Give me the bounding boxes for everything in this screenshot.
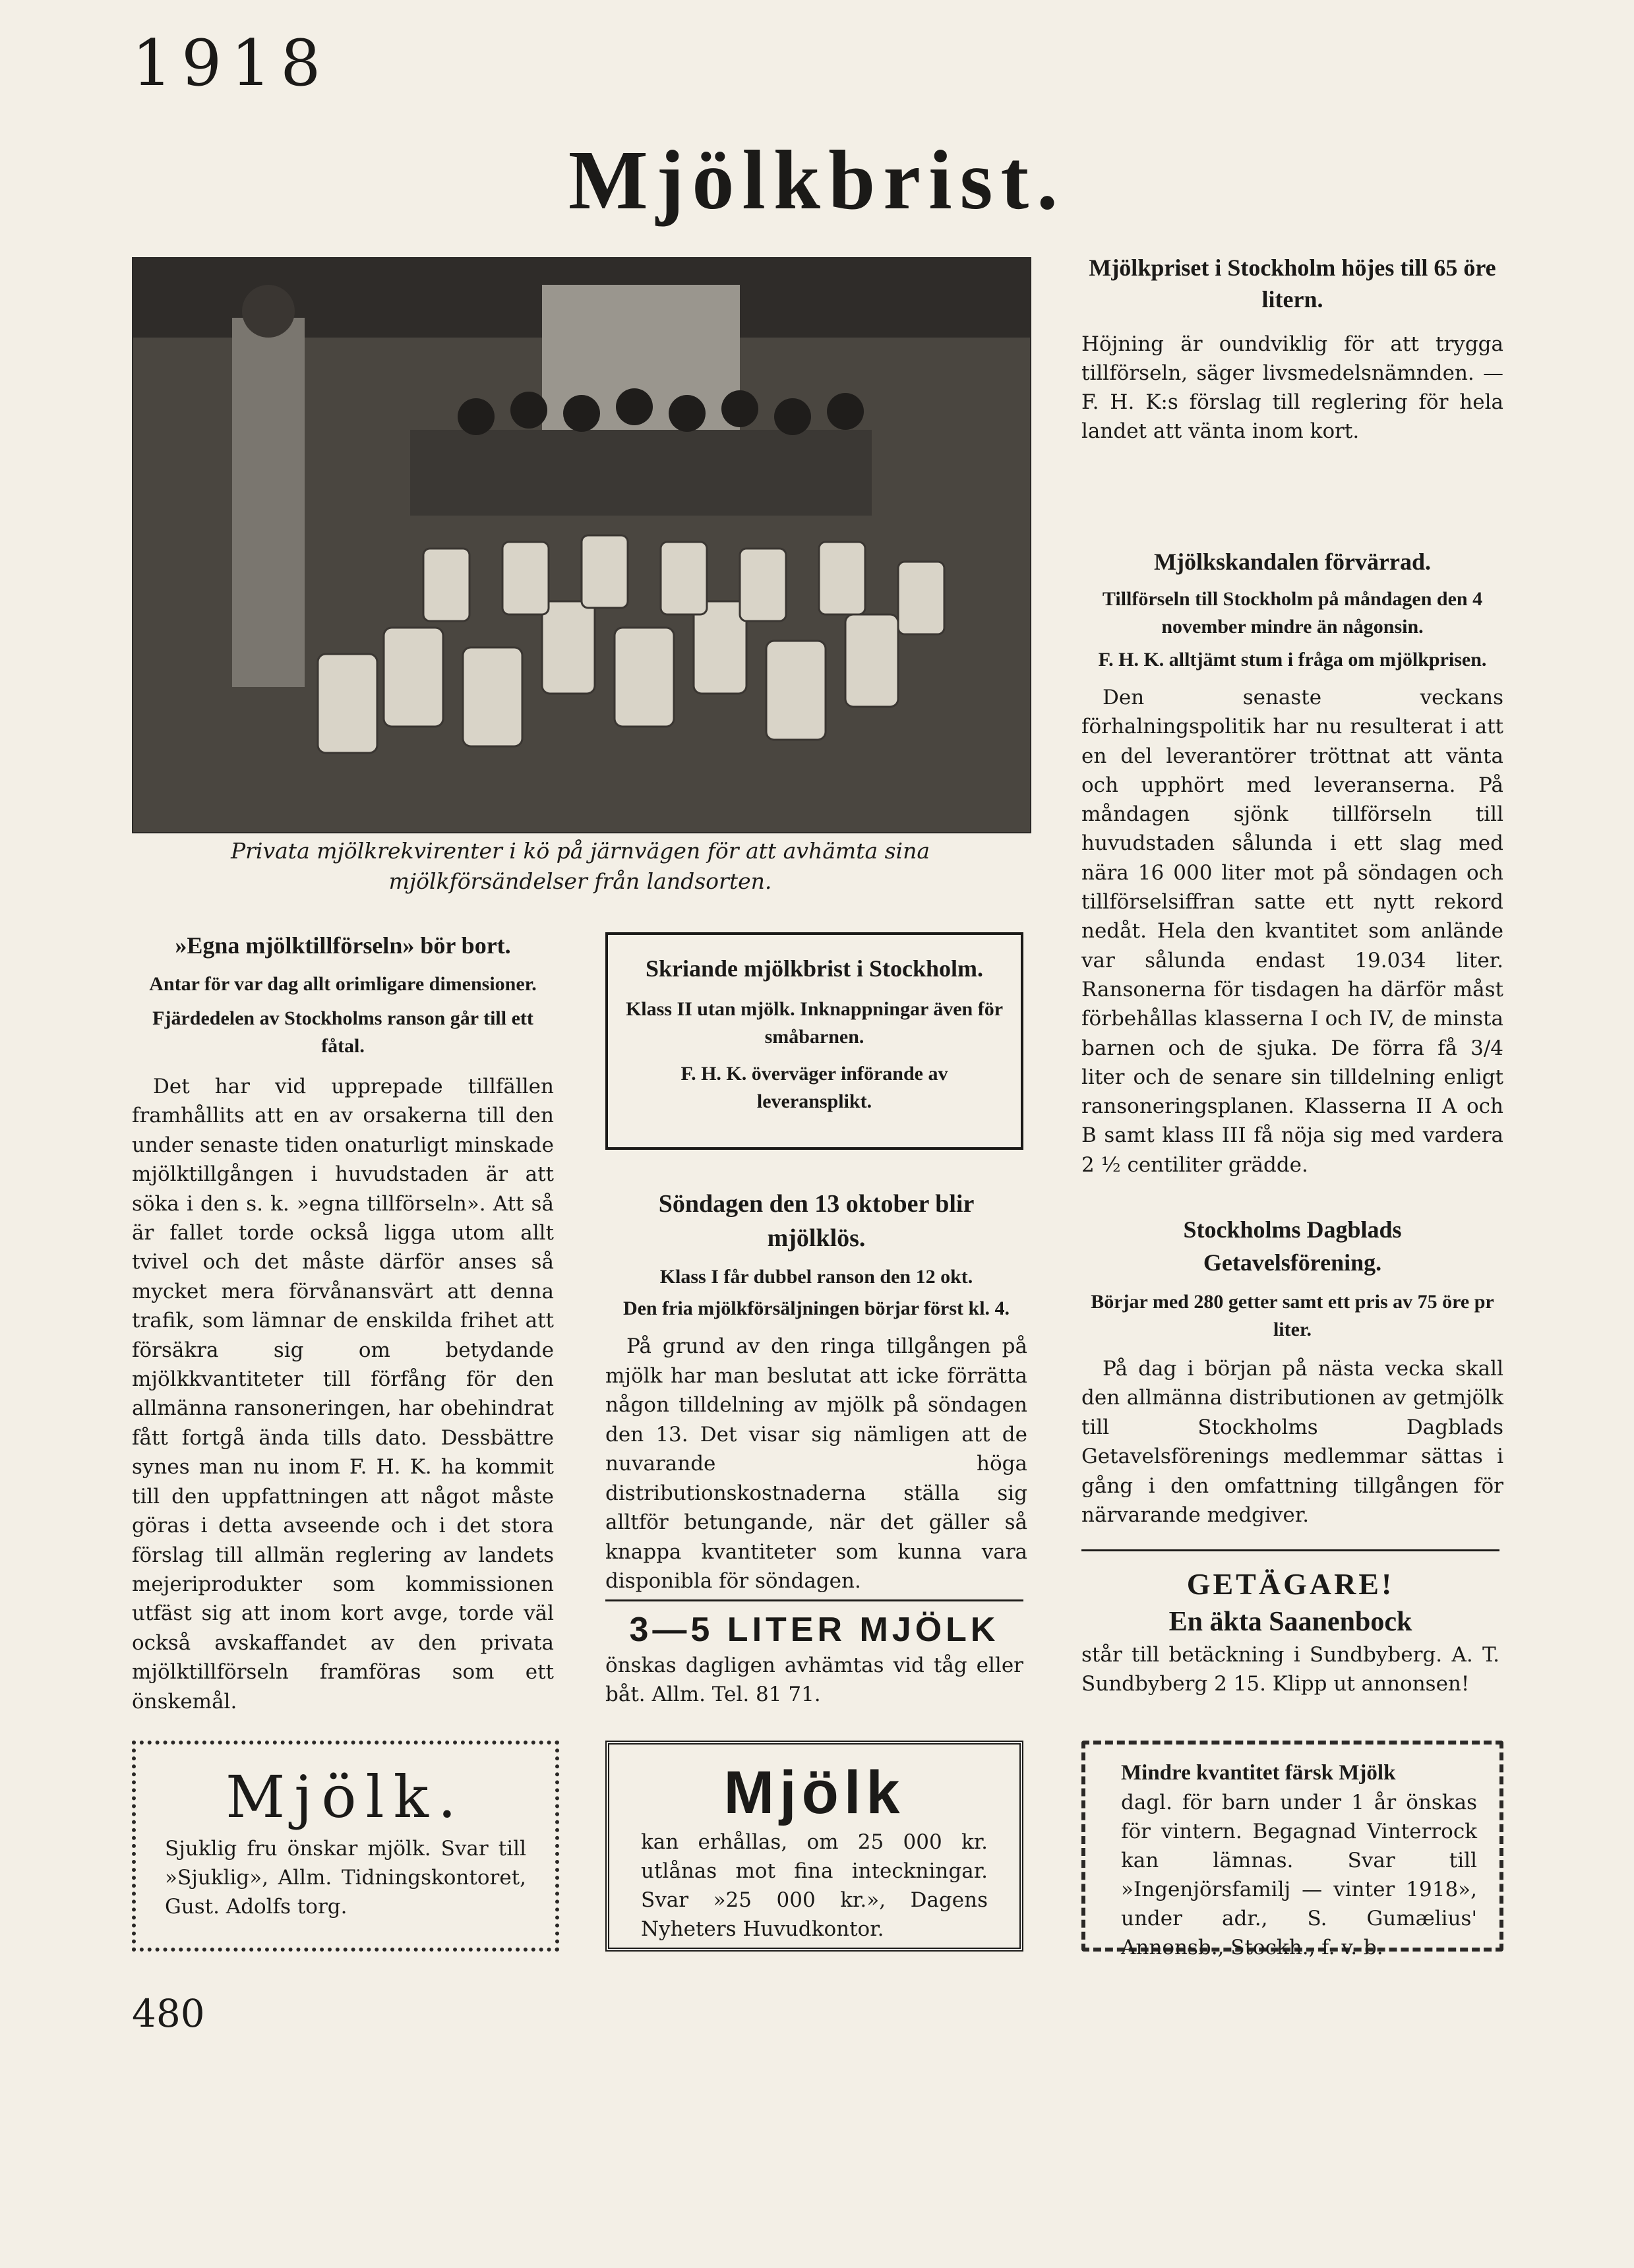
photo-illustration <box>133 258 1030 832</box>
article-price-body: Höjning är oundviklig för att trygga tillförseln, säger livsmedelsnämnden. — F. H. K:s förslag till reglering för hela landet att vänta inom kort. <box>1081 332 1503 443</box>
box-skriande-sub1: Klass II utan mjölk. Inknappningar även för småbarnen. <box>625 998 1004 1048</box>
ad-mindre-title: Mindre kvantitet färsk Mjölk <box>1121 1761 1396 1785</box>
article-getavels-title: Stockholms Dagblads Getavelsförening. <box>1183 1216 1402 1276</box>
ad-liter-body: önskas dagligen avhämtas vid tåg eller båt. Allm. Tel. 81 71. <box>605 1654 1023 1706</box>
ad-getagare-sub: En äkta Saanenbock <box>1168 1607 1412 1637</box>
ad-mjolk1-body: Sjuklig fru önskar mjölk. Svar till »Sjuklig», Allm. Tidningskontoret, Gust. Adolfs torg. <box>165 1837 526 1919</box>
article-sondagen-title: Söndagen den 13 oktober blir mjölklös. <box>658 1190 975 1252</box>
article-sondagen-sub1: Klass I får dubbel ranson den 12 okt. <box>659 1266 973 1288</box>
article-price-title: Mjölkpriset i Stockholm höjes till 65 öre litern. <box>1089 254 1496 313</box>
article-getavels-sub1: Börjar med 280 getter samt ett pris av 75 öre pr liter. <box>1091 1291 1494 1340</box>
article-sondagen-body: På grund av den ringa tillgången på mjölk har man beslutat att icke förrätta någon tilldelning av mjölk på söndagen den 13. Det visar sig nämligen att de nuvarande höga distributionskostnaderna ställa sig alltför betungande, när det gäller så knappa kvantiteter som kunna vara disponibla för söndagen. <box>605 1334 1027 1593</box>
article-scandal-title: Mjölkskandalen förvärrad. <box>1153 549 1431 575</box>
article-egna-body: Det har vid upprepade tillfällen framhållits att en av orsakerna till den under senaste tiden onaturligt minskade mjölktillgången i huvudstaden är att söka i den s. k. »egna tillförseln». Att så är fallet torde också ligga utom allt tvivel och det måste därför anses så mycket mera förvånansvärt att denna trafik, som lämnar de enskilda frihet att försäkra sig om betydande mjölkkvantiteter till förfång för den allmänna ransoneringen, har obehindrat fått fortgå ända tills dato. Dessbättre synes man nu inom F. H. K. ha kommit till den uppfattningen att något måste göras i detta avseende och i det stora förslag till allmän reglering av landets mejeriprodukter som kommissionen utfäst sig att inom kort avge, torde väl också avskaffandet av den privata mjölktillförseln framföras som ett önskemål. <box>132 1075 554 1714</box>
ad-liter-title: 3—5 LITER MJÖLK <box>629 1611 1000 1649</box>
ad-mjolk1-title: Mjölk. <box>226 1763 466 1831</box>
box-skriande-sub2: F. H. K. överväger införande av leveransplikt. <box>681 1063 948 1112</box>
headline: Mjölkbrist. <box>568 133 1066 227</box>
page-number: 480 <box>132 1991 205 2036</box>
ad-getagare-body: står till betäckning i Sundbyberg. A. T. Sundbyberg 2 15. Klipp ut annonsen! <box>1081 1643 1499 1696</box>
article-price <box>1081 252 1503 446</box>
ad-mjolk1 <box>132 1741 559 1952</box>
article-scandal <box>1081 546 1503 1179</box>
article-sondagen-sub2: Den fria mjölkförsäljningen börjar först kl. 4. <box>622 1298 1010 1319</box>
photo-milk-cans <box>132 257 1031 833</box>
article-getavels-body: På dag i början på nästa vecka skall den allmänna distributionen av getmjölk till Stockholms Dagblads Getavelsförenings medlemmar sättas i gång i den omfattning tillgången för närvarande medgiver. <box>1081 1357 1503 1528</box>
ad-liter <box>605 1609 1023 1709</box>
article-scandal-sub2: F. H. K. alltjämt stum i fråga om mjölkprisen. <box>1098 649 1487 671</box>
article-getavels <box>1081 1213 1503 1530</box>
ad-mindre-body: dagl. för barn under 1 år önskas för vintern. Begagnad Vinterrock kan lämnas. Svar till »Ingenjörsfamilj — vinter 1918», under adr., S. Gumælius' Annonsb., Stockh., f. v. b. <box>1121 1791 1477 1959</box>
article-egna <box>132 930 554 1716</box>
ad-mjolk2 <box>605 1741 1023 1952</box>
divider-getagare <box>1081 1549 1499 1551</box>
article-sondagen <box>605 1187 1027 1596</box>
article-egna-sub2: Fjärdedelen av Stockholms ranson går till ett fåtal. <box>152 1007 533 1057</box>
article-scandal-body: Den senaste veckans förhalningspolitik har nu resulterat i att en del leverantörer tröttnat att vänta och upphört med leveranserna. På måndagen sjönk tillförseln till huvudstaden sålunda i ett slag med nära 16 000 liter mot på söndagen och tillförselsiffran satte ett nytt rekord nedåt. Hela den kvantitet som anlände var sålunda endast 19.034 liter. Ransonerna för tisdagen ha därför måst förbehållas klasserna I och IV, de minsta barnen och de sjuka. De förra få 3/4 liter och de senare sin tilldelning enligt ransoneringsplanen. Klasserna II A och B samt klass III få nöja sig med vardera 2 ½ centiliter grädde. <box>1081 686 1503 1177</box>
ad-getagare-title: GETÄGARE! <box>1186 1567 1395 1601</box>
ad-mindre <box>1081 1741 1503 1959</box>
photo-caption: Privata mjölkrekvirenter i kö på järnvägen för att avhämta sina mjölkförsändelser från landsorten. <box>230 838 930 894</box>
box-skriande-title: Skriande mjölkbrist i Stockholm. <box>645 955 984 982</box>
ad-mjolk2-title: Mjölk <box>723 1759 905 1826</box>
box-skriande <box>605 932 1023 1150</box>
divider-liter <box>605 1599 1023 1601</box>
article-scandal-sub1: Tillförseln till Stockholm på måndagen den 4 november mindre än någonsin. <box>1102 588 1483 638</box>
ad-mjolk2-body: kan erhållas, om 25 000 kr. utlånas mot fina inteckningar. Svar »25 000 kr.», Dagens Nyheters Huvudkontor. <box>641 1830 988 1941</box>
ad-getagare <box>1081 1565 1499 1698</box>
article-egna-title: »Egna mjölktillförseln» bör bort. <box>175 932 511 959</box>
article-egna-sub1: Antar för var dag allt orimligare dimensioner. <box>149 973 537 995</box>
year: 1918 <box>132 26 330 100</box>
